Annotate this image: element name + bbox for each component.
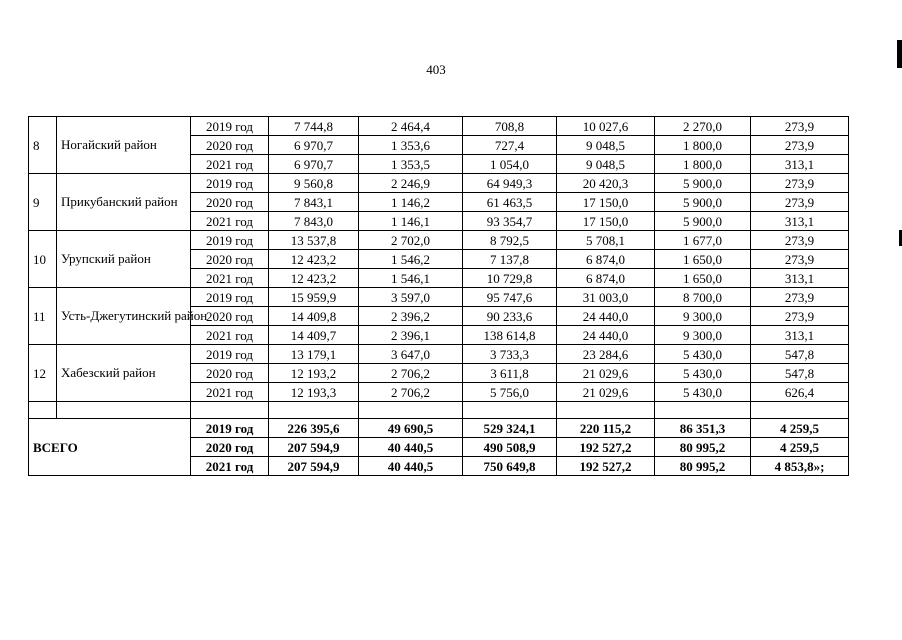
empty-cell <box>191 402 269 419</box>
separator-row <box>29 402 849 419</box>
total-value-cell: 80 995,2 <box>655 457 751 476</box>
total-value-cell: 86 351,3 <box>655 419 751 438</box>
value-cell: 273,9 <box>751 193 849 212</box>
value-cell: 1 800,0 <box>655 136 751 155</box>
year-cell: 2019 год <box>191 117 269 136</box>
total-value-cell: 40 440,5 <box>359 438 463 457</box>
year-cell: 2019 год <box>191 345 269 364</box>
value-cell: 10 729,8 <box>463 269 557 288</box>
total-value-cell: 4 259,5 <box>751 438 849 457</box>
value-cell: 138 614,8 <box>463 326 557 345</box>
district-budget-table <box>28 116 849 476</box>
value-cell: 5 900,0 <box>655 174 751 193</box>
empty-cell <box>463 402 557 419</box>
value-cell: 6 874,0 <box>557 269 655 288</box>
value-cell: 93 354,7 <box>463 212 557 231</box>
value-cell: 7 843,1 <box>269 193 359 212</box>
value-cell: 727,4 <box>463 136 557 155</box>
year-cell: 2021 год <box>191 326 269 345</box>
value-cell: 23 284,6 <box>557 345 655 364</box>
year-cell: 2019 год <box>191 288 269 307</box>
value-cell: 7 137,8 <box>463 250 557 269</box>
year-cell: 2020 год <box>191 193 269 212</box>
value-cell: 24 440,0 <box>557 326 655 345</box>
value-cell: 708,8 <box>463 117 557 136</box>
value-cell: 313,1 <box>751 155 849 174</box>
value-cell: 3 611,8 <box>463 364 557 383</box>
value-cell: 13 179,1 <box>269 345 359 364</box>
total-value-cell: 220 115,2 <box>557 419 655 438</box>
value-cell: 1 353,5 <box>359 155 463 174</box>
table-row <box>29 174 849 193</box>
value-cell: 13 537,8 <box>269 231 359 250</box>
total-row <box>29 419 849 438</box>
value-cell: 2 706,2 <box>359 383 463 402</box>
district-index: 9 <box>29 174 57 231</box>
year-cell: 2021 год <box>191 269 269 288</box>
value-cell: 273,9 <box>751 307 849 326</box>
value-cell: 273,9 <box>751 117 849 136</box>
district-index: 8 <box>29 117 57 174</box>
year-cell: 2020 год <box>191 136 269 155</box>
value-cell: 2 396,2 <box>359 307 463 326</box>
total-value-cell: 750 649,8 <box>463 457 557 476</box>
total-value-cell: 192 527,2 <box>557 457 655 476</box>
value-cell: 31 003,0 <box>557 288 655 307</box>
value-cell: 273,9 <box>751 250 849 269</box>
value-cell: 7 843,0 <box>269 212 359 231</box>
district-name: Усть-Джегутинский район <box>57 288 191 345</box>
year-cell: 2021 год <box>191 383 269 402</box>
value-cell: 5 708,1 <box>557 231 655 250</box>
total-value-cell: 529 324,1 <box>463 419 557 438</box>
year-cell: 2021 год <box>191 457 269 476</box>
page-number: 403 <box>426 62 446 77</box>
value-cell: 3 647,0 <box>359 345 463 364</box>
total-value-cell: 4 853,8»; <box>751 457 849 476</box>
value-cell: 626,4 <box>751 383 849 402</box>
value-cell: 5 430,0 <box>655 345 751 364</box>
value-cell: 6 970,7 <box>269 155 359 174</box>
empty-cell <box>57 402 191 419</box>
total-value-cell: 80 995,2 <box>655 438 751 457</box>
value-cell: 1 546,1 <box>359 269 463 288</box>
table-row <box>29 117 849 136</box>
year-cell: 2019 год <box>191 231 269 250</box>
value-cell: 12 423,2 <box>269 250 359 269</box>
value-cell: 8 792,5 <box>463 231 557 250</box>
total-value-cell: 40 440,5 <box>359 457 463 476</box>
table-body <box>29 117 849 476</box>
empty-cell <box>557 402 655 419</box>
table-row <box>29 231 849 250</box>
empty-cell <box>29 402 57 419</box>
district-name: Ногайский район <box>57 117 191 174</box>
value-cell: 3 597,0 <box>359 288 463 307</box>
value-cell: 313,1 <box>751 212 849 231</box>
value-cell: 9 048,5 <box>557 136 655 155</box>
value-cell: 1 353,6 <box>359 136 463 155</box>
district-index: 11 <box>29 288 57 345</box>
scan-edge-mark <box>897 40 902 68</box>
value-cell: 5 900,0 <box>655 193 751 212</box>
value-cell: 12 193,3 <box>269 383 359 402</box>
value-cell: 61 463,5 <box>463 193 557 212</box>
value-cell: 5 430,0 <box>655 364 751 383</box>
table-row <box>29 288 849 307</box>
value-cell: 14 409,8 <box>269 307 359 326</box>
value-cell: 90 233,6 <box>463 307 557 326</box>
district-index: 10 <box>29 231 57 288</box>
value-cell: 17 150,0 <box>557 193 655 212</box>
value-cell: 2 246,9 <box>359 174 463 193</box>
total-value-cell: 192 527,2 <box>557 438 655 457</box>
table-row <box>29 345 849 364</box>
value-cell: 1 800,0 <box>655 155 751 174</box>
value-cell: 5 756,0 <box>463 383 557 402</box>
value-cell: 1 054,0 <box>463 155 557 174</box>
value-cell: 2 270,0 <box>655 117 751 136</box>
total-value-cell: 4 259,5 <box>751 419 849 438</box>
value-cell: 547,8 <box>751 345 849 364</box>
value-cell: 6 970,7 <box>269 136 359 155</box>
year-cell: 2020 год <box>191 307 269 326</box>
year-cell: 2020 год <box>191 364 269 383</box>
year-cell: 2020 год <box>191 438 269 457</box>
value-cell: 20 420,3 <box>557 174 655 193</box>
year-cell: 2021 год <box>191 155 269 174</box>
district-name: Хабезский район <box>57 345 191 402</box>
district-index: 12 <box>29 345 57 402</box>
year-cell: 2019 год <box>191 174 269 193</box>
total-label: ВСЕГО <box>29 419 191 476</box>
value-cell: 273,9 <box>751 288 849 307</box>
total-value-cell: 207 594,9 <box>269 457 359 476</box>
value-cell: 2 464,4 <box>359 117 463 136</box>
value-cell: 10 027,6 <box>557 117 655 136</box>
value-cell: 64 949,3 <box>463 174 557 193</box>
value-cell: 3 733,3 <box>463 345 557 364</box>
value-cell: 95 747,6 <box>463 288 557 307</box>
year-cell: 2020 год <box>191 250 269 269</box>
value-cell: 8 700,0 <box>655 288 751 307</box>
value-cell: 1 677,0 <box>655 231 751 250</box>
value-cell: 1 650,0 <box>655 250 751 269</box>
empty-cell <box>359 402 463 419</box>
value-cell: 5 900,0 <box>655 212 751 231</box>
value-cell: 1 146,1 <box>359 212 463 231</box>
value-cell: 9 300,0 <box>655 307 751 326</box>
value-cell: 273,9 <box>751 136 849 155</box>
value-cell: 15 959,9 <box>269 288 359 307</box>
value-cell: 14 409,7 <box>269 326 359 345</box>
total-value-cell: 207 594,9 <box>269 438 359 457</box>
value-cell: 21 029,6 <box>557 383 655 402</box>
total-value-cell: 490 508,9 <box>463 438 557 457</box>
value-cell: 2 702,0 <box>359 231 463 250</box>
district-name: Урупский район <box>57 231 191 288</box>
value-cell: 273,9 <box>751 231 849 250</box>
value-cell: 313,1 <box>751 269 849 288</box>
value-cell: 17 150,0 <box>557 212 655 231</box>
value-cell: 12 423,2 <box>269 269 359 288</box>
value-cell: 5 430,0 <box>655 383 751 402</box>
empty-cell <box>655 402 751 419</box>
value-cell: 273,9 <box>751 174 849 193</box>
empty-cell <box>269 402 359 419</box>
value-cell: 9 560,8 <box>269 174 359 193</box>
year-cell: 2019 год <box>191 419 269 438</box>
value-cell: 1 650,0 <box>655 269 751 288</box>
value-cell: 2 396,1 <box>359 326 463 345</box>
total-value-cell: 226 395,6 <box>269 419 359 438</box>
year-cell: 2021 год <box>191 212 269 231</box>
total-value-cell: 49 690,5 <box>359 419 463 438</box>
value-cell: 12 193,2 <box>269 364 359 383</box>
value-cell: 21 029,6 <box>557 364 655 383</box>
value-cell: 9 048,5 <box>557 155 655 174</box>
value-cell: 1 146,2 <box>359 193 463 212</box>
value-cell: 24 440,0 <box>557 307 655 326</box>
value-cell: 313,1 <box>751 326 849 345</box>
district-name: Прикубанский район <box>57 174 191 231</box>
value-cell: 1 546,2 <box>359 250 463 269</box>
empty-cell <box>751 402 849 419</box>
value-cell: 7 744,8 <box>269 117 359 136</box>
value-cell: 547,8 <box>751 364 849 383</box>
value-cell: 9 300,0 <box>655 326 751 345</box>
value-cell: 2 706,2 <box>359 364 463 383</box>
value-cell: 6 874,0 <box>557 250 655 269</box>
